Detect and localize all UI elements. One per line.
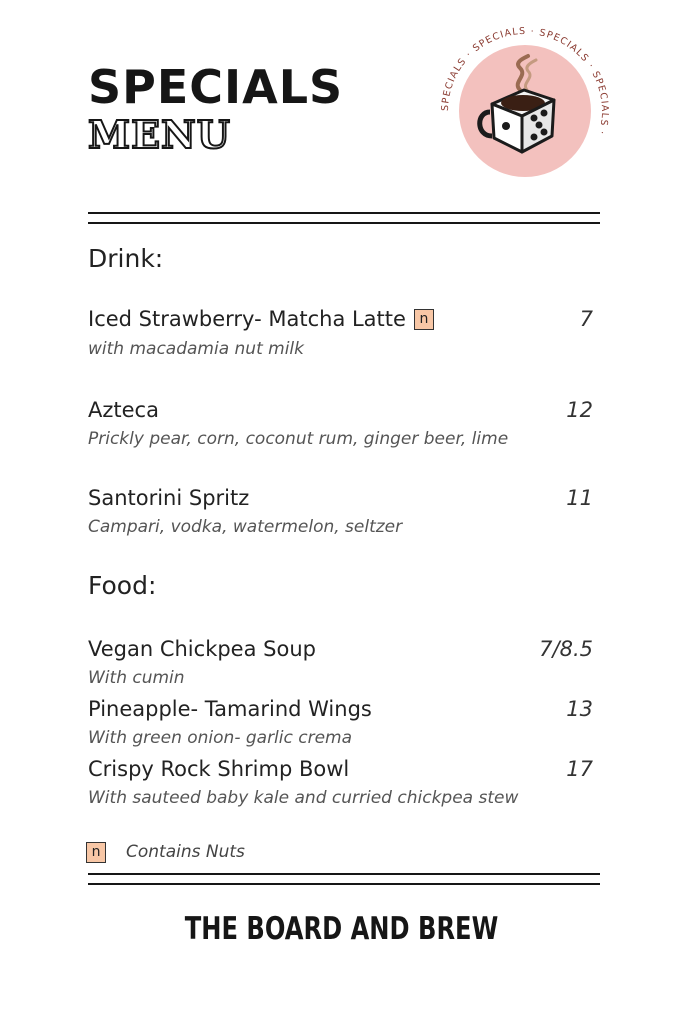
drinks-section-title: Drink: [88,244,164,273]
menu-item-desc: With green onion- garlic crema [88,728,353,748]
nut-tag: n [414,309,434,330]
specials-badge [440,26,610,196]
page-title: SPECIALS [88,60,344,114]
food-section-title: Food: [88,571,157,600]
menu-item-name: Azteca [88,398,159,422]
menu-item-name: Vegan Chickpea Soup [88,637,316,661]
legend-text: Contains Nuts [126,842,245,862]
top-rule-2 [88,222,600,224]
menu-item-name: Santorini Spritz [88,486,250,510]
menu-item-name: Iced Strawberry- Matcha Latte n [88,309,434,330]
menu-item-price: 11 [566,486,593,510]
nuts-legend [86,842,245,863]
badge-ring-text: SPECIALS · SPECIALS · SPECIALS · SPECIALS · [440,26,610,137]
menu-item-price: 17 [566,757,593,781]
menu-item-desc: with macadamia nut milk [88,339,304,359]
bottom-rule-2 [88,883,600,885]
menu-item-desc: Prickly pear, corn, coconut rum, ginger beer, lime [88,429,509,449]
menu-item-price: 12 [566,398,593,422]
menu-item-desc: With cumin [88,668,185,688]
menu-item-desc: Campari, vodka, watermelon, seltzer [88,517,403,537]
menu-item-desc: With sauteed baby kale and curried chickpea stew [88,788,519,808]
menu-item-price: 13 [566,697,593,721]
menu-item-price: 7/8.5 [539,637,593,661]
bottom-rule-1 [88,873,600,875]
nut-tag: n [86,842,106,863]
menu-item-name: Pineapple- Tamarind Wings [88,697,372,721]
brand-logo: THE BOARD AND BREW [184,911,499,947]
menu-item-price: 7 [579,307,593,331]
page-subtitle: MENU [88,112,231,157]
top-rule-1 [88,212,600,214]
menu-item-name: Crispy Rock Shrimp Bowl [88,757,350,781]
